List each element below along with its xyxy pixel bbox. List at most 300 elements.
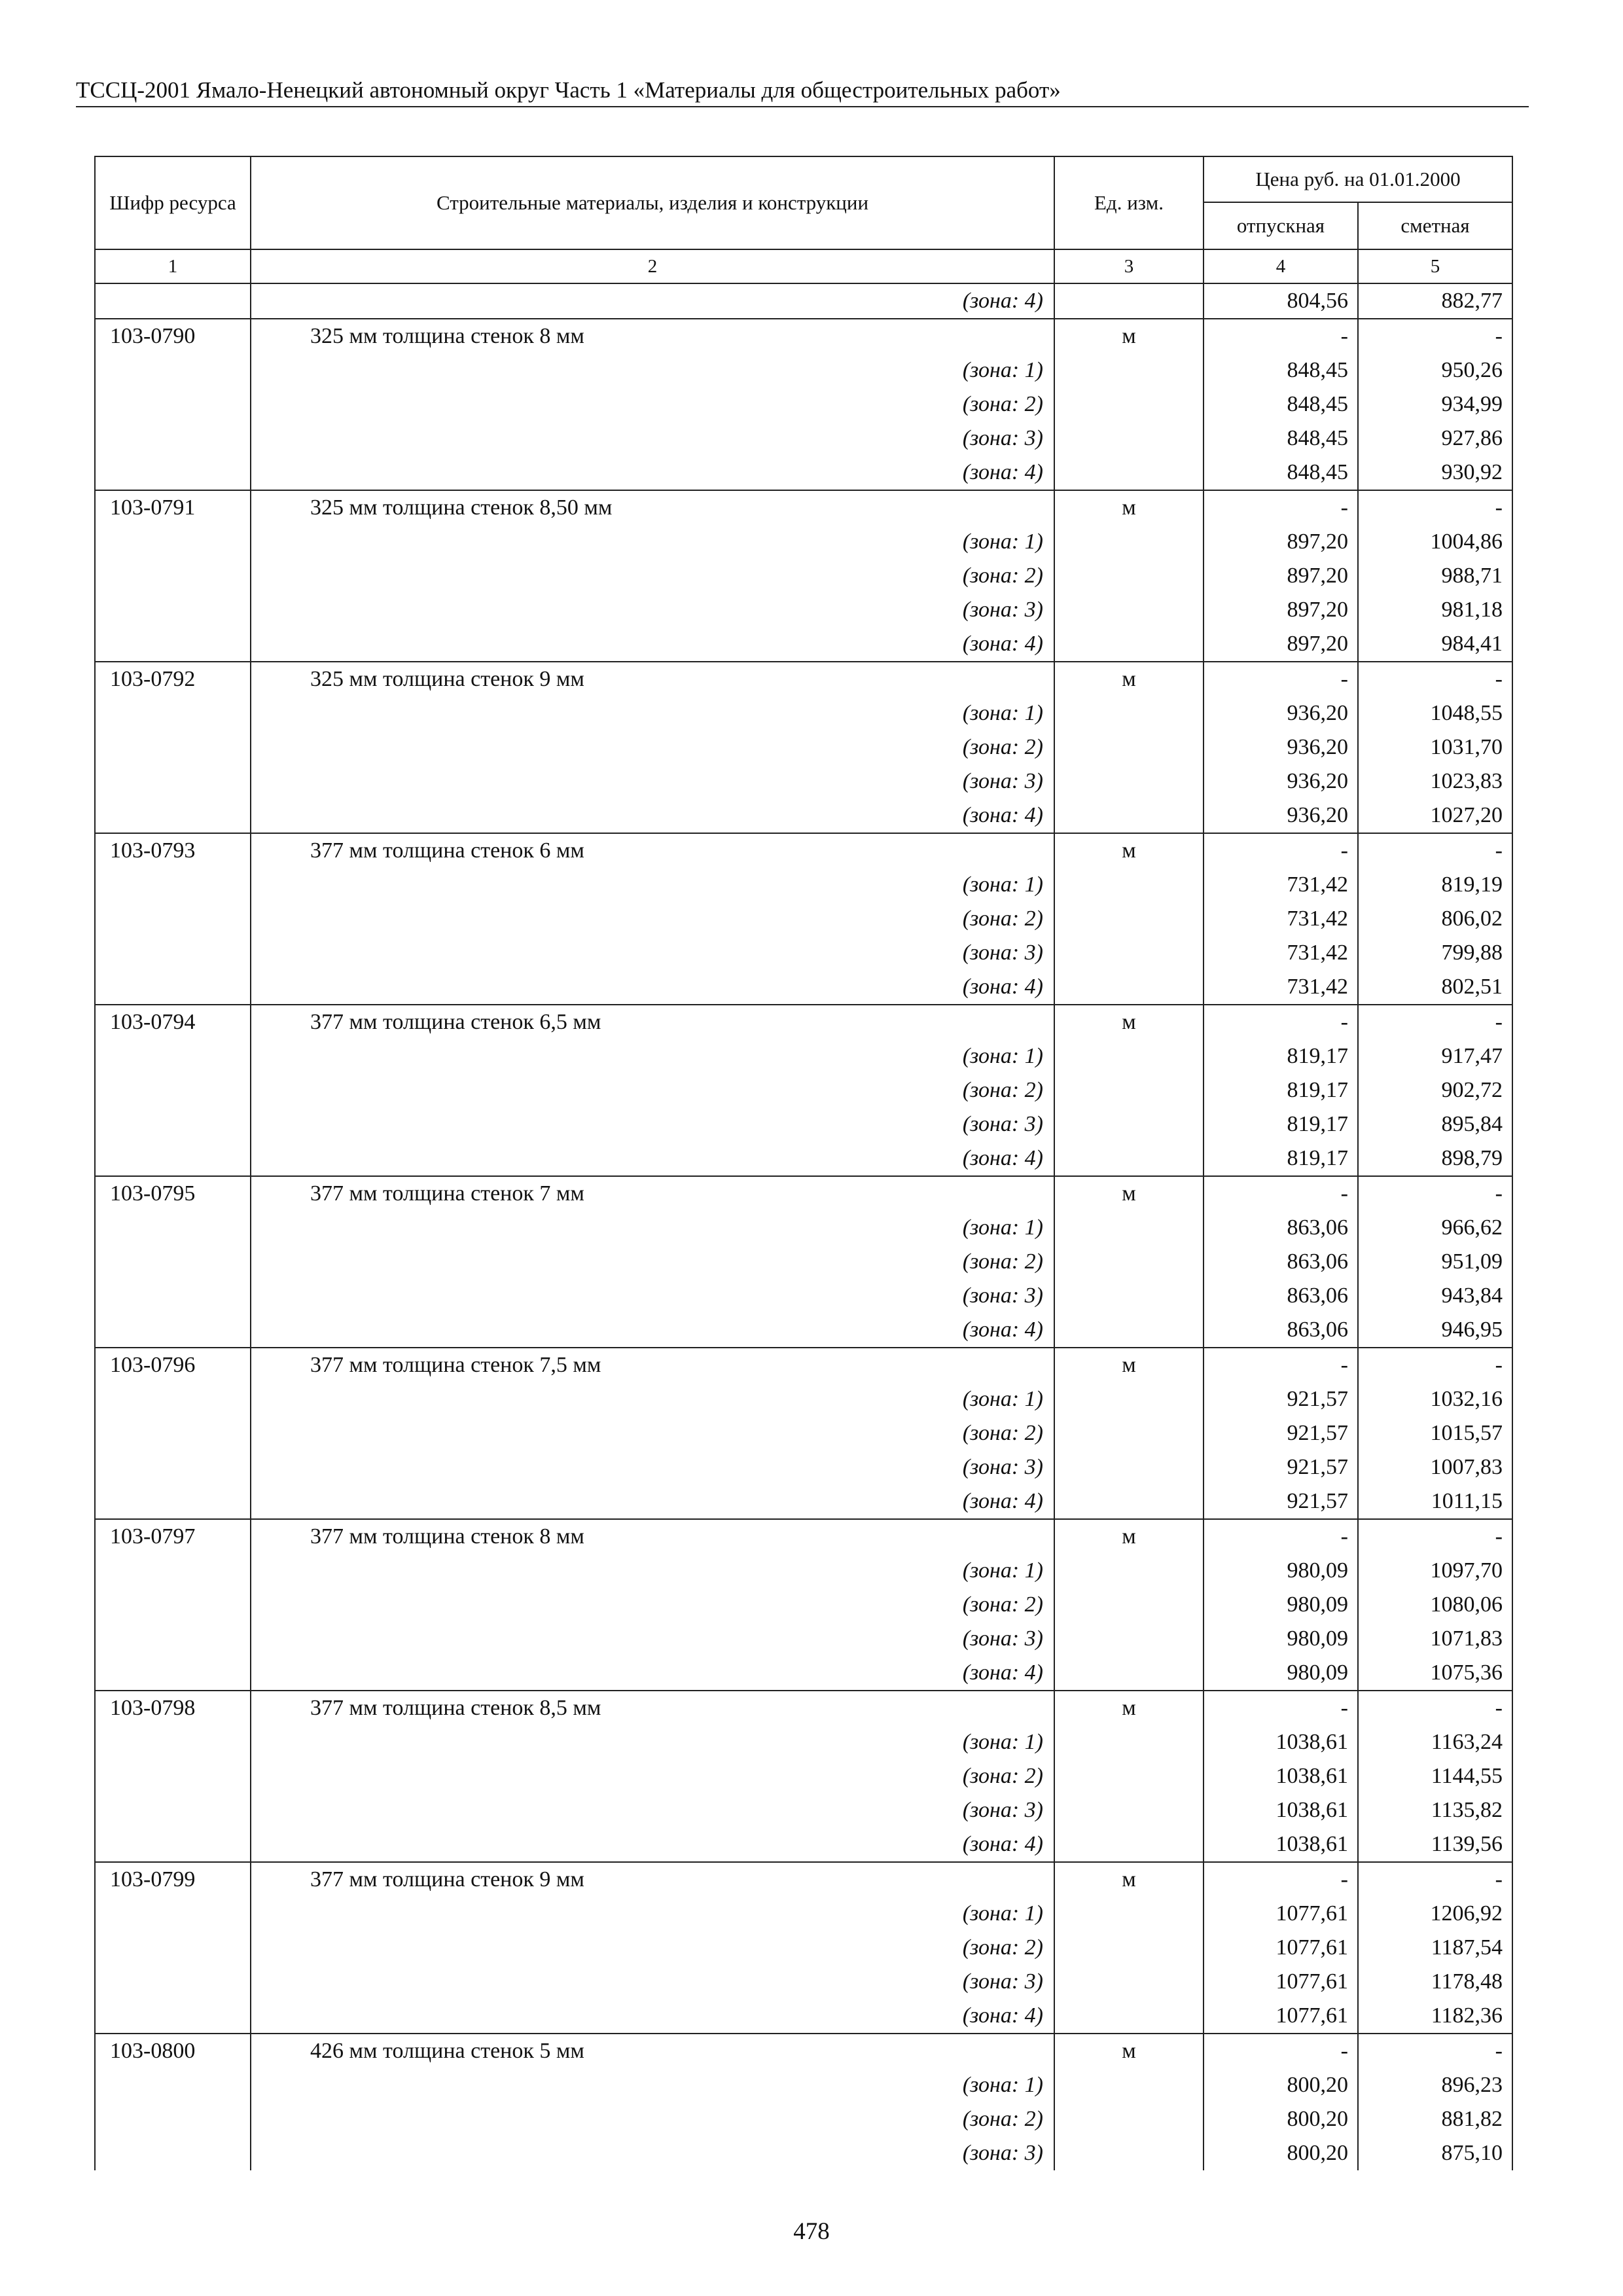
unit-cell: м (1054, 319, 1204, 353)
unit-cell (1054, 868, 1204, 902)
estimate-price: 1048,55 (1358, 696, 1512, 730)
unit-cell (1054, 1897, 1204, 1931)
estimate-price: 1032,16 (1358, 1382, 1512, 1416)
estimate-price: 988,71 (1358, 559, 1512, 593)
estimate-price: 927,86 (1358, 422, 1512, 456)
estimate-price: 882,77 (1358, 283, 1512, 319)
unit-cell (1054, 1211, 1204, 1245)
resource-code-cell (95, 387, 251, 422)
release-price: 980,09 (1204, 1622, 1358, 1656)
unit-cell: м (1054, 833, 1204, 868)
table-row (95, 559, 1512, 593)
table-row (95, 1348, 1512, 1382)
resource-code-cell (95, 1793, 251, 1827)
header-price-group: Цена руб. на 01.01.2000 (1204, 156, 1512, 202)
release-price: 800,20 (1204, 2102, 1358, 2136)
unit-cell (1054, 1999, 1204, 2034)
zone-label: (зона: 4) (251, 1484, 1054, 1519)
zone-label: (зона: 2) (251, 1416, 1054, 1450)
unit-cell: м (1054, 1176, 1204, 1211)
release-price: 819,17 (1204, 1107, 1358, 1141)
zone-label: (зона: 1) (251, 353, 1054, 387)
table-row (95, 970, 1512, 1005)
estimate-price: 1011,15 (1358, 1484, 1512, 1519)
release-price: 731,42 (1204, 902, 1358, 936)
release-price: 863,06 (1204, 1245, 1358, 1279)
unit-cell (1054, 1588, 1204, 1622)
release-price: 1038,61 (1204, 1827, 1358, 1862)
estimate-price: - (1358, 1348, 1512, 1382)
table-row (95, 1519, 1512, 1554)
table-row (95, 662, 1512, 696)
table-row (95, 1073, 1512, 1107)
unit-cell (1054, 798, 1204, 833)
release-price: 819,17 (1204, 1073, 1358, 1107)
release-price: 848,45 (1204, 353, 1358, 387)
estimate-price: 819,19 (1358, 868, 1512, 902)
release-price: 731,42 (1204, 970, 1358, 1005)
estimate-price: 943,84 (1358, 1279, 1512, 1313)
release-price: 1038,61 (1204, 1793, 1358, 1827)
zone-label: (зона: 4) (251, 1656, 1054, 1691)
release-price: 848,45 (1204, 387, 1358, 422)
unit-cell: м (1054, 490, 1204, 525)
unit-cell (1054, 1793, 1204, 1827)
table-row (95, 1691, 1512, 1725)
table-row (95, 1313, 1512, 1348)
unit-cell (1054, 1245, 1204, 1279)
material-name: 377 мм толщина стенок 8 мм (251, 1519, 1054, 1554)
column-number: 2 (251, 249, 1054, 283)
release-price: 936,20 (1204, 696, 1358, 730)
resource-code-cell (95, 1622, 251, 1656)
estimate-price: 934,99 (1358, 387, 1512, 422)
resource-code-cell (95, 1725, 251, 1759)
resource-code-cell (95, 730, 251, 764)
zone-label: (зона: 4) (251, 1827, 1054, 1862)
unit-cell (1054, 1073, 1204, 1107)
header-price-estimate: сметная (1358, 202, 1512, 249)
estimate-price: - (1358, 490, 1512, 525)
table-row (95, 1211, 1512, 1245)
release-price: - (1204, 1862, 1358, 1897)
resource-code-cell (95, 970, 251, 1005)
resource-code: 103-0791 (95, 490, 251, 525)
unit-cell: м (1054, 1691, 1204, 1725)
release-price: - (1204, 319, 1358, 353)
resource-code-cell (95, 1382, 251, 1416)
table-row (95, 1999, 1512, 2034)
estimate-price: 1031,70 (1358, 730, 1512, 764)
table-row (95, 490, 1512, 525)
unit-cell (1054, 525, 1204, 559)
zone-label: (зона: 3) (251, 1622, 1054, 1656)
resource-code-cell (95, 1073, 251, 1107)
resource-code: 103-0799 (95, 1862, 251, 1897)
estimate-price: 1027,20 (1358, 798, 1512, 833)
material-name: 377 мм толщина стенок 9 мм (251, 1862, 1054, 1897)
resource-code-cell (95, 936, 251, 970)
estimate-price: 950,26 (1358, 353, 1512, 387)
table-row (95, 1931, 1512, 1965)
zone-label: (зона: 2) (251, 1759, 1054, 1793)
release-price: 863,06 (1204, 1313, 1358, 1348)
resource-code-cell (95, 1897, 251, 1931)
resource-code: 103-0796 (95, 1348, 251, 1382)
table-row (95, 422, 1512, 456)
estimate-price: 1139,56 (1358, 1827, 1512, 1862)
unit-cell (1054, 730, 1204, 764)
release-price: 848,45 (1204, 456, 1358, 490)
estimate-price: 1163,24 (1358, 1725, 1512, 1759)
estimate-price: 1004,86 (1358, 525, 1512, 559)
table-row (95, 936, 1512, 970)
estimate-price: 981,18 (1358, 593, 1512, 627)
header-price-release: отпускная (1204, 202, 1358, 249)
table-row (95, 764, 1512, 798)
resource-code-cell (95, 1039, 251, 1073)
zone-label: (зона: 4) (251, 970, 1054, 1005)
unit-cell (1054, 1141, 1204, 1176)
table-row (95, 1176, 1512, 1211)
table-row (95, 319, 1512, 353)
zone-label: (зона: 4) (251, 1313, 1054, 1348)
unit-cell (1054, 1107, 1204, 1141)
zone-label: (зона: 1) (251, 1211, 1054, 1245)
table-row (95, 1827, 1512, 1862)
table-row (95, 1005, 1512, 1039)
release-price: - (1204, 833, 1358, 868)
resource-code-cell (95, 1656, 251, 1691)
resource-code-cell (95, 764, 251, 798)
estimate-price: 1182,36 (1358, 1999, 1512, 2034)
estimate-price: 1023,83 (1358, 764, 1512, 798)
zone-label: (зона: 3) (251, 1965, 1054, 1999)
release-price: 1077,61 (1204, 1931, 1358, 1965)
resource-code-cell (95, 2136, 251, 2170)
zone-label: (зона: 2) (251, 2102, 1054, 2136)
table-row (95, 593, 1512, 627)
material-name: 325 мм толщина стенок 9 мм (251, 662, 1054, 696)
resource-code-cell (95, 559, 251, 593)
table-row (95, 1897, 1512, 1931)
zone-label: (зона: 2) (251, 1588, 1054, 1622)
material-name: 426 мм толщина стенок 5 мм (251, 2034, 1054, 2068)
release-price: - (1204, 490, 1358, 525)
release-price: 731,42 (1204, 868, 1358, 902)
release-price: 980,09 (1204, 1554, 1358, 1588)
column-number: 5 (1358, 249, 1512, 283)
table-row (95, 1416, 1512, 1450)
estimate-price: 946,95 (1358, 1313, 1512, 1348)
release-price: 921,57 (1204, 1484, 1358, 1519)
zone-label: (зона: 2) (251, 1931, 1054, 1965)
release-price: 1038,61 (1204, 1725, 1358, 1759)
unit-cell (1054, 970, 1204, 1005)
table-row (95, 1245, 1512, 1279)
table-row (95, 1141, 1512, 1176)
zone-label: (зона: 3) (251, 1107, 1054, 1141)
estimate-price: - (1358, 662, 1512, 696)
unit-cell (1054, 2068, 1204, 2102)
resource-code: 103-0795 (95, 1176, 251, 1211)
material-name: 377 мм толщина стенок 8,5 мм (251, 1691, 1054, 1725)
unit-cell: м (1054, 662, 1204, 696)
estimate-price: 1075,36 (1358, 1656, 1512, 1691)
unit-cell (1054, 1382, 1204, 1416)
estimate-price: 951,09 (1358, 1245, 1512, 1279)
table-row (95, 1039, 1512, 1073)
zone-label: (зона: 3) (251, 593, 1054, 627)
table-row (95, 2034, 1512, 2068)
unit-cell (1054, 1450, 1204, 1484)
resource-code-cell (95, 902, 251, 936)
zone-label: (зона: 1) (251, 1897, 1054, 1931)
release-price: - (1204, 1348, 1358, 1382)
release-price: - (1204, 1005, 1358, 1039)
resource-code-cell (95, 1211, 251, 1245)
release-price: 800,20 (1204, 2068, 1358, 2102)
release-price: 897,20 (1204, 525, 1358, 559)
table-row (95, 387, 1512, 422)
zone-label: (зона: 1) (251, 2068, 1054, 2102)
resource-code-cell (95, 1450, 251, 1484)
unit-cell (1054, 422, 1204, 456)
resource-code-cell (95, 1313, 251, 1348)
material-name: 377 мм толщина стенок 7 мм (251, 1176, 1054, 1211)
resource-code-cell (95, 1827, 251, 1862)
unit-cell (1054, 1416, 1204, 1450)
unit-cell (1054, 283, 1204, 319)
estimate-price: 1144,55 (1358, 1759, 1512, 1793)
estimate-price: 1178,48 (1358, 1965, 1512, 1999)
zone-label: (зона: 1) (251, 1382, 1054, 1416)
estimate-price: - (1358, 1691, 1512, 1725)
release-price: 921,57 (1204, 1382, 1358, 1416)
estimate-price: - (1358, 1862, 1512, 1897)
release-price: 1077,61 (1204, 1965, 1358, 1999)
unit-cell (1054, 627, 1204, 662)
unit-cell (1054, 1931, 1204, 1965)
resource-code-cell (95, 627, 251, 662)
release-price: 863,06 (1204, 1279, 1358, 1313)
estimate-price: 902,72 (1358, 1073, 1512, 1107)
release-price: 848,45 (1204, 422, 1358, 456)
zone-label: (зона: 3) (251, 422, 1054, 456)
release-price: 1077,61 (1204, 1999, 1358, 2034)
resource-code-cell (95, 1931, 251, 1965)
estimate-price: 802,51 (1358, 970, 1512, 1005)
table-row (95, 1588, 1512, 1622)
table-row (95, 353, 1512, 387)
release-price: 936,20 (1204, 798, 1358, 833)
page-number: 478 (793, 2218, 830, 2245)
release-price: 804,56 (1204, 283, 1358, 319)
estimate-price: 917,47 (1358, 1039, 1512, 1073)
estimate-price: 895,84 (1358, 1107, 1512, 1141)
estimate-price: - (1358, 319, 1512, 353)
table-row (95, 2068, 1512, 2102)
unit-cell: м (1054, 1862, 1204, 1897)
table-row (95, 283, 1512, 319)
table-row (95, 1656, 1512, 1691)
unit-cell (1054, 1279, 1204, 1313)
unit-cell: м (1054, 1519, 1204, 1554)
estimate-price: 881,82 (1358, 2102, 1512, 2136)
resource-code-cell (95, 422, 251, 456)
release-price: 863,06 (1204, 1211, 1358, 1245)
unit-cell (1054, 1484, 1204, 1519)
table-row (95, 1965, 1512, 1999)
page-header: ТССЦ-2001 Ямало-Ненецкий автономный округ Часть 1 «Материалы для общестроительных работ» (76, 77, 1061, 103)
zone-label: (зона: 1) (251, 1039, 1054, 1073)
release-price: 936,20 (1204, 730, 1358, 764)
resource-code-cell (95, 1554, 251, 1588)
estimate-price: 1187,54 (1358, 1931, 1512, 1965)
zone-label: (зона: 2) (251, 387, 1054, 422)
zone-label: (зона: 3) (251, 2136, 1054, 2170)
zone-label: (зона: 4) (251, 1141, 1054, 1176)
release-price: 921,57 (1204, 1450, 1358, 1484)
table-row (95, 2102, 1512, 2136)
resource-code: 103-0793 (95, 833, 251, 868)
release-price: 819,17 (1204, 1141, 1358, 1176)
resource-code-cell (95, 1141, 251, 1176)
header-unit: Ед. изм. (1054, 156, 1204, 249)
unit-cell (1054, 696, 1204, 730)
release-price: - (1204, 662, 1358, 696)
table-row (95, 1622, 1512, 1656)
unit-cell (1054, 1313, 1204, 1348)
release-price: 819,17 (1204, 1039, 1358, 1073)
unit-cell (1054, 902, 1204, 936)
zone-label: (зона: 2) (251, 1245, 1054, 1279)
table-body (95, 283, 1512, 2170)
zone-label: (зона: 3) (251, 764, 1054, 798)
table-header (95, 156, 1512, 283)
table-row (95, 525, 1512, 559)
material-name: 377 мм толщина стенок 6,5 мм (251, 1005, 1054, 1039)
estimate-price: 1071,83 (1358, 1622, 1512, 1656)
zone-label: (зона: 4) (251, 1999, 1054, 2034)
estimate-price: 984,41 (1358, 627, 1512, 662)
unit-cell (1054, 1622, 1204, 1656)
estimate-price: 1080,06 (1358, 1588, 1512, 1622)
zone-label: (зона: 4) (251, 283, 1054, 319)
unit-cell (1054, 1554, 1204, 1588)
resource-code-cell (95, 353, 251, 387)
resource-code-cell (95, 1279, 251, 1313)
estimate-price: - (1358, 2034, 1512, 2068)
table-row (95, 902, 1512, 936)
table-row (95, 1107, 1512, 1141)
release-price: - (1204, 1691, 1358, 1725)
table-row (95, 696, 1512, 730)
table-row (95, 1725, 1512, 1759)
table-row (95, 1279, 1512, 1313)
unit-cell (1054, 1725, 1204, 1759)
release-price: - (1204, 2034, 1358, 2068)
unit-cell (1054, 456, 1204, 490)
zone-label: (зона: 2) (251, 559, 1054, 593)
unit-cell (1054, 1827, 1204, 1862)
unit-cell (1054, 2136, 1204, 2170)
zone-label: (зона: 4) (251, 456, 1054, 490)
release-price: 897,20 (1204, 593, 1358, 627)
release-price: 897,20 (1204, 559, 1358, 593)
estimate-price: 1007,83 (1358, 1450, 1512, 1484)
estimate-price: - (1358, 833, 1512, 868)
table-row (95, 456, 1512, 490)
resource-code-cell (95, 525, 251, 559)
unit-cell (1054, 353, 1204, 387)
unit-cell (1054, 559, 1204, 593)
unit-cell (1054, 764, 1204, 798)
table-row (95, 798, 1512, 833)
unit-cell (1054, 936, 1204, 970)
material-name: 325 мм толщина стенок 8 мм (251, 319, 1054, 353)
estimate-price: 1206,92 (1358, 1897, 1512, 1931)
release-price: - (1204, 1176, 1358, 1211)
resource-code: 103-0797 (95, 1519, 251, 1554)
resource-code-cell (95, 798, 251, 833)
zone-label: (зона: 3) (251, 936, 1054, 970)
resource-code-cell (95, 1999, 251, 2034)
zone-label: (зона: 2) (251, 730, 1054, 764)
release-price: - (1204, 1519, 1358, 1554)
resource-code-cell (95, 696, 251, 730)
release-price: 897,20 (1204, 627, 1358, 662)
resource-code-cell (95, 2068, 251, 2102)
estimate-price: 1015,57 (1358, 1416, 1512, 1450)
unit-cell (1054, 1656, 1204, 1691)
resource-code: 103-0794 (95, 1005, 251, 1039)
zone-label: (зона: 4) (251, 798, 1054, 833)
release-price: 1038,61 (1204, 1759, 1358, 1793)
unit-cell (1054, 1759, 1204, 1793)
unit-cell (1054, 593, 1204, 627)
table-row (95, 730, 1512, 764)
estimate-price: - (1358, 1005, 1512, 1039)
resource-code-cell (95, 1588, 251, 1622)
zone-label: (зона: 2) (251, 902, 1054, 936)
table-row (95, 1759, 1512, 1793)
estimate-price: 966,62 (1358, 1211, 1512, 1245)
material-name: 377 мм толщина стенок 6 мм (251, 833, 1054, 868)
zone-label: (зона: 4) (251, 627, 1054, 662)
table-row (95, 2136, 1512, 2170)
estimate-price: 799,88 (1358, 936, 1512, 970)
price-table (94, 156, 1513, 2170)
release-price: 800,20 (1204, 2136, 1358, 2170)
estimate-price: 930,92 (1358, 456, 1512, 490)
header-rule (76, 106, 1529, 107)
release-price: 731,42 (1204, 936, 1358, 970)
resource-code-cell (95, 2102, 251, 2136)
table-row (95, 1450, 1512, 1484)
material-name: 325 мм толщина стенок 8,50 мм (251, 490, 1054, 525)
table-row (95, 833, 1512, 868)
material-name: 377 мм толщина стенок 7,5 мм (251, 1348, 1054, 1382)
table-row (95, 1862, 1512, 1897)
zone-label: (зона: 3) (251, 1450, 1054, 1484)
resource-code-cell (95, 283, 251, 319)
estimate-price: 896,23 (1358, 2068, 1512, 2102)
estimate-price: 806,02 (1358, 902, 1512, 936)
unit-cell (1054, 2102, 1204, 2136)
resource-code-cell (95, 1107, 251, 1141)
zone-label: (зона: 1) (251, 525, 1054, 559)
